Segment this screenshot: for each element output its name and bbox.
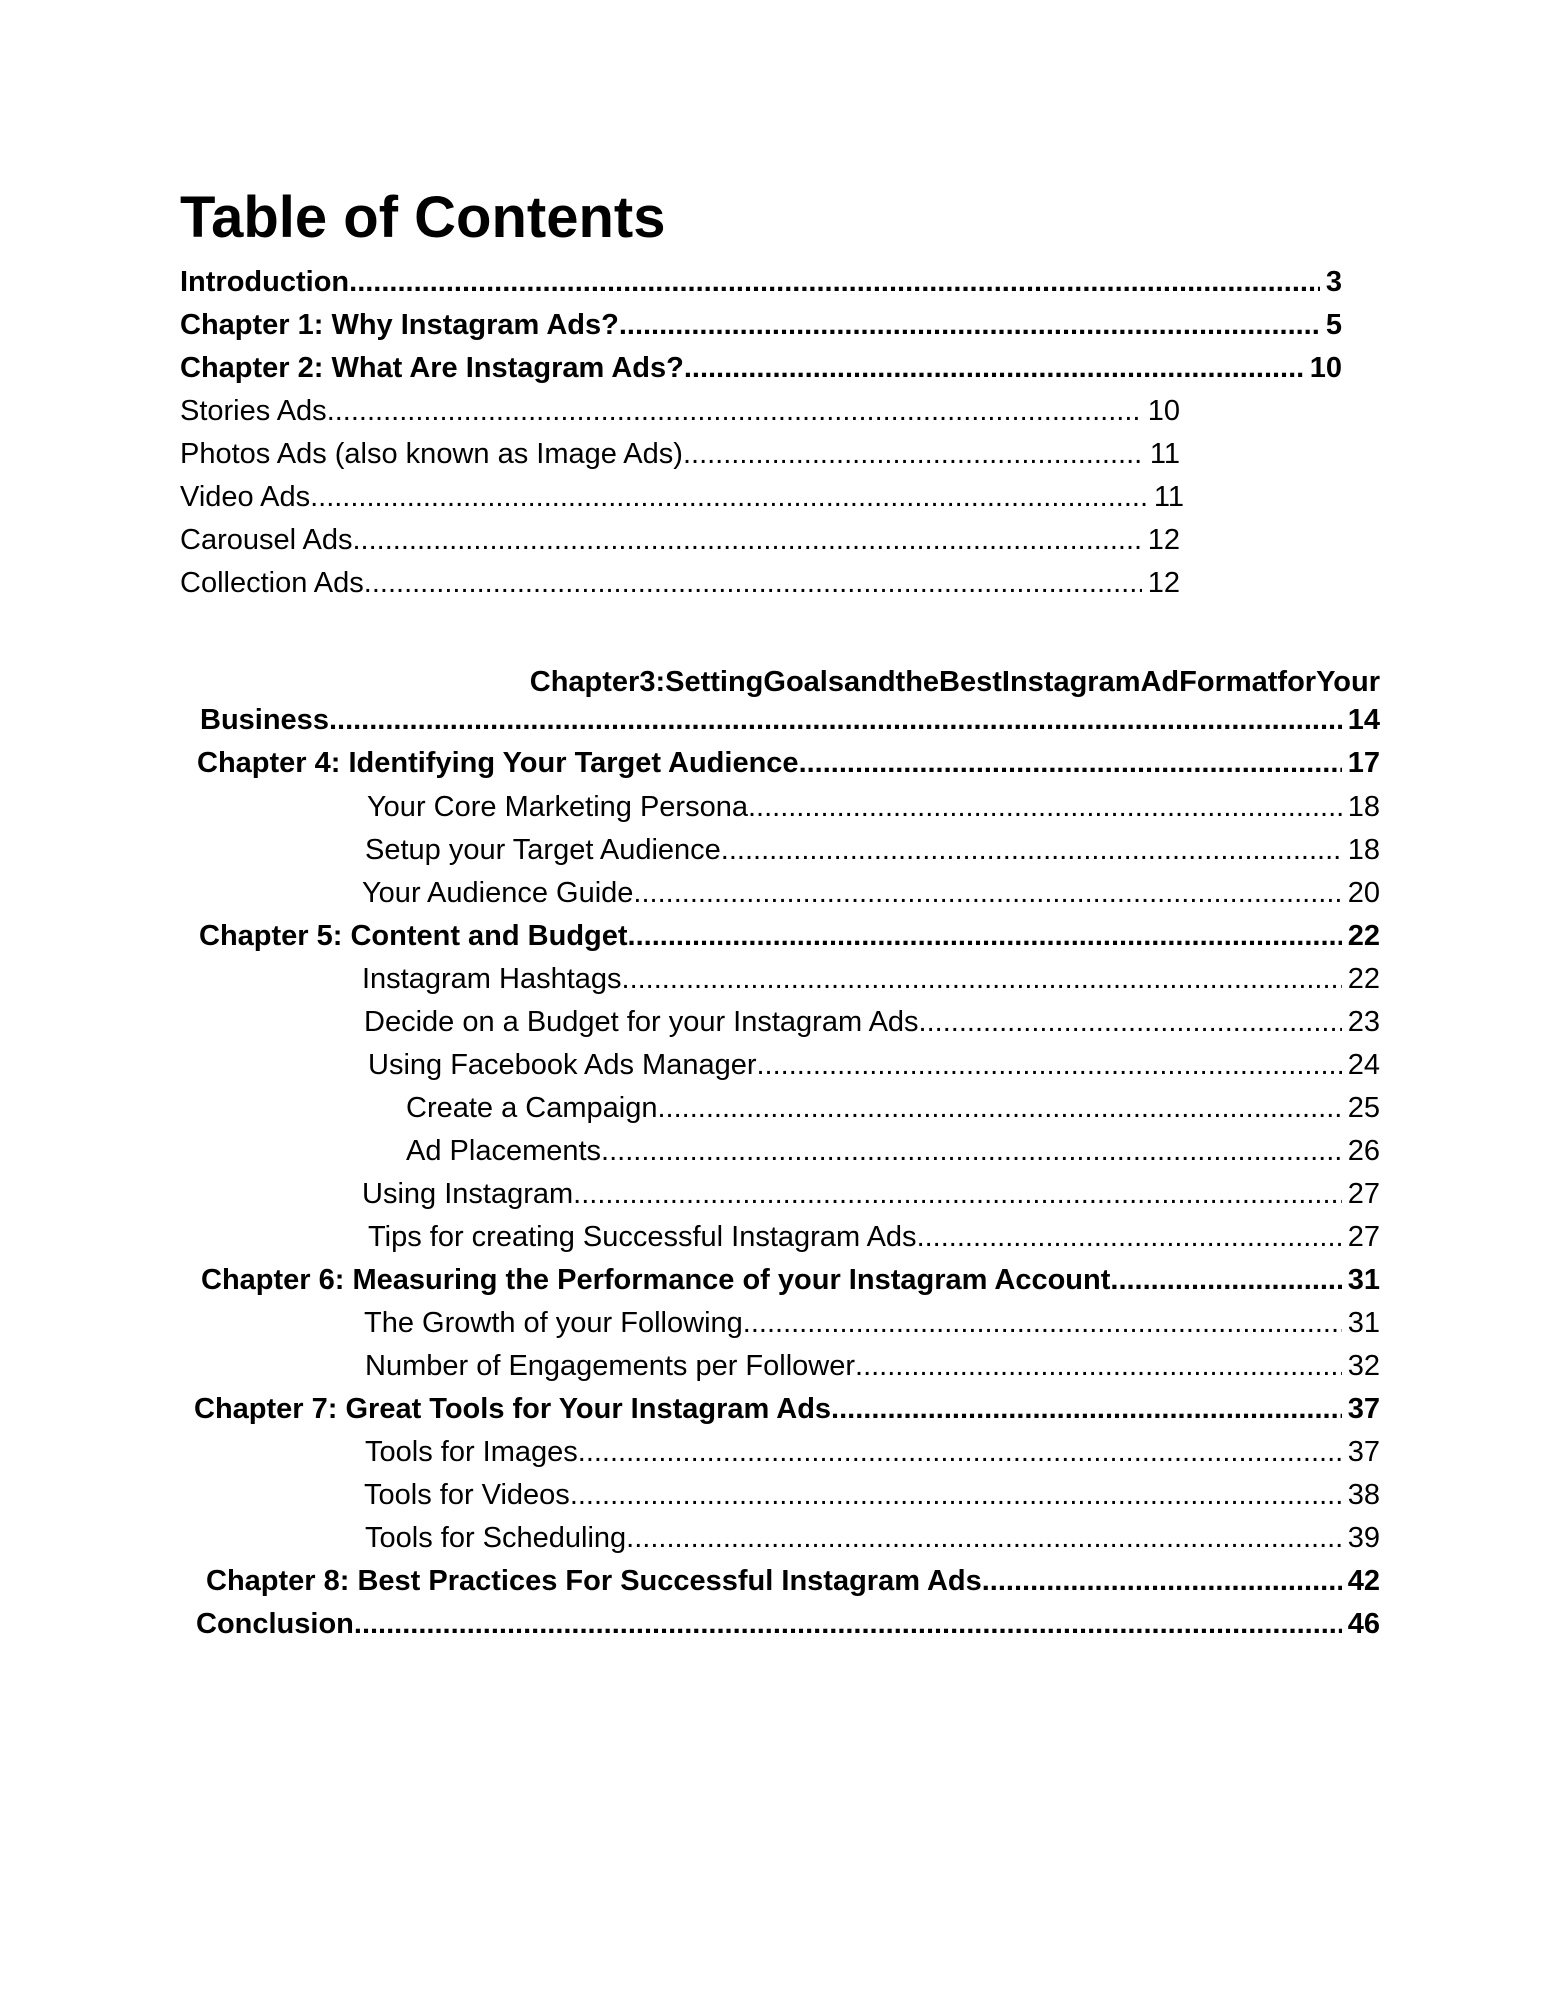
toc-entry-photos-ads[interactable] <box>180 434 1180 474</box>
dot-leader <box>578 1432 1342 1472</box>
toc-entry-using-instagram[interactable] <box>362 1174 1380 1214</box>
toc-entry-page: 39 <box>1347 1522 1380 1554</box>
toc-entry-page: 3 <box>1325 266 1342 298</box>
toc-entry-page: 17 <box>1347 747 1380 779</box>
dot-leader <box>628 916 1342 956</box>
toc-entry-label: Chapter 2: What Are Instagram Ads? <box>180 352 684 384</box>
toc-entry-tools-for-images[interactable] <box>365 1432 1380 1472</box>
dot-leader <box>633 873 1341 913</box>
toc-entry-facebook-ads-manager[interactable] <box>368 1045 1380 1085</box>
toc-entry-carousel-ads[interactable] <box>180 520 1180 560</box>
toc-entry-label: Instagram Hashtags <box>362 963 622 995</box>
toc-entry-page: 42 <box>1347 1565 1380 1597</box>
toc-entry-page: 31 <box>1347 1264 1380 1296</box>
toc-entry-label: Stories Ads <box>180 395 327 427</box>
toc-entry-label: Chapter 4: Identifying Your Target Audience <box>197 747 799 779</box>
toc-entry-page: 12 <box>1147 567 1180 599</box>
toc-entry-page: 23 <box>1347 1006 1380 1038</box>
toc-entry-label: Collection Ads <box>180 567 364 599</box>
toc-entry-page: 27 <box>1347 1178 1380 1210</box>
dot-leader <box>799 743 1342 783</box>
toc-entry-chapter-6[interactable] <box>201 1260 1380 1300</box>
toc-entry-label: The Growth of your Following <box>364 1307 743 1339</box>
dot-leader <box>364 563 1142 603</box>
toc-entry-introduction[interactable] <box>180 262 1342 302</box>
dot-leader <box>327 391 1142 431</box>
toc-entry-label: Tools for Images <box>365 1436 578 1468</box>
dot-leader <box>626 1518 1342 1558</box>
toc-entry-page: 18 <box>1347 834 1380 866</box>
dot-leader <box>684 348 1304 388</box>
toc-entry-label: Decide on a Budget for your Instagram Ads <box>364 1006 919 1038</box>
toc-entry-label: Carousel Ads <box>180 524 353 556</box>
toc-entry-page: 18 <box>1347 791 1380 823</box>
toc-entry-collection-ads[interactable] <box>180 563 1180 603</box>
dot-leader <box>573 1174 1342 1214</box>
toc-entry-label: Chapter 7: Great Tools for Your Instagram Ads <box>194 1393 832 1425</box>
toc-entry-label: Using Facebook Ads Manager <box>368 1049 757 1081</box>
dot-leader <box>354 1604 1342 1644</box>
toc-entry-conclusion[interactable] <box>196 1604 1380 1644</box>
dot-leader <box>657 1088 1341 1128</box>
dot-leader <box>919 1002 1342 1042</box>
toc-entry-chapter-1[interactable] <box>180 305 1342 345</box>
toc-entry-page: 46 <box>1347 1608 1380 1640</box>
toc-entry-decide-budget[interactable] <box>364 1002 1380 1042</box>
dot-leader <box>743 1303 1342 1343</box>
toc-entry-tips-successful-ads[interactable] <box>368 1217 1380 1257</box>
toc-entry-label: Chapter 5: Content and Budget <box>199 920 628 952</box>
toc-entry-page: 25 <box>1347 1092 1380 1124</box>
toc-entry-label: Video Ads <box>180 481 311 513</box>
toc-entry-page: 10 <box>1309 352 1342 384</box>
toc-entry-page: 26 <box>1347 1135 1380 1167</box>
toc-entry-page: 22 <box>1347 963 1380 995</box>
toc-entry-label: Conclusion <box>196 1608 354 1640</box>
toc-entry-audience-guide[interactable] <box>362 873 1380 913</box>
toc-entry-create-campaign[interactable] <box>406 1088 1380 1128</box>
dot-leader <box>855 1346 1342 1386</box>
dot-leader <box>982 1561 1342 1601</box>
toc-entry-tools-for-videos[interactable] <box>364 1475 1380 1515</box>
toc-entry-chapter-3-heading[interactable]: Chapter3:SettingGoalsandtheBestInstagramAdFormatforYour <box>529 666 1380 698</box>
toc-entry-label: Tips for creating Successful Instagram Ads <box>368 1221 917 1253</box>
toc-entry-label: Number of Engagements per Follower <box>365 1350 856 1382</box>
toc-entry-label: Using Instagram <box>362 1178 574 1210</box>
dot-leader <box>721 830 1342 870</box>
toc-entry-page: 37 <box>1347 1436 1380 1468</box>
toc-entry-label: Tools for Videos <box>364 1479 570 1511</box>
dot-leader <box>831 1389 1342 1429</box>
toc-entry-label: Setup your Target Audience <box>365 834 721 866</box>
toc-entry-page: 5 <box>1325 309 1342 341</box>
toc-entry-page: 37 <box>1347 1393 1380 1425</box>
toc-entry-page: 31 <box>1347 1307 1380 1339</box>
dot-leader <box>1110 1260 1341 1300</box>
toc-entry-chapter-4[interactable] <box>197 743 1380 783</box>
toc-entry-label: Chapter 6: Measuring the Performance of your Instagram Account <box>201 1264 1111 1296</box>
toc-entry-video-ads[interactable] <box>180 477 1184 517</box>
dot-leader <box>353 520 1142 560</box>
toc-entry-label: Create a Campaign <box>406 1092 658 1124</box>
toc-entry-page: 20 <box>1347 877 1380 909</box>
page-title: Table of Contents <box>180 185 666 250</box>
toc-entry-label: Introduction <box>180 266 350 298</box>
toc-entry-label: Your Core Marketing Persona <box>367 791 748 823</box>
toc-entry-chapter-3[interactable] <box>200 700 1380 740</box>
toc-entry-page: 11 <box>1149 438 1180 470</box>
toc-entry-label: Ad Placements <box>406 1135 602 1167</box>
toc-entry-core-marketing-persona[interactable] <box>367 787 1380 827</box>
toc-entry-tools-for-scheduling[interactable] <box>365 1518 1380 1558</box>
toc-entry-label: Business <box>200 704 329 736</box>
toc-entry-label: Your Audience Guide <box>362 877 634 909</box>
dot-leader <box>601 1131 1342 1171</box>
toc-entry-stories-ads[interactable] <box>180 391 1180 431</box>
toc-entry-page: 24 <box>1347 1049 1380 1081</box>
toc-entry-engagements-per-follower[interactable] <box>365 1346 1380 1386</box>
toc-entry-chapter-2[interactable] <box>180 348 1342 388</box>
dot-leader <box>619 305 1320 345</box>
dot-leader <box>917 1217 1342 1257</box>
dot-leader <box>748 787 1342 827</box>
toc-entry-label: Photos Ads (also known as Image Ads) <box>180 438 683 470</box>
toc-entry-label: Chapter 8: Best Practices For Successful Instagram Ads <box>206 1565 982 1597</box>
dot-leader <box>757 1045 1342 1085</box>
dot-leader <box>329 700 1342 740</box>
toc-entry-setup-target-audience[interactable] <box>365 830 1380 870</box>
toc-entry-page: 12 <box>1147 524 1180 556</box>
toc-entry-chapter-7[interactable] <box>194 1389 1380 1429</box>
toc-entry-page: 14 <box>1347 704 1380 736</box>
toc-entry-label: Chapter 1: Why Instagram Ads? <box>180 309 619 341</box>
toc-entry-page: 22 <box>1347 920 1380 952</box>
dot-leader <box>349 262 1320 302</box>
toc-entry-page: 27 <box>1347 1221 1380 1253</box>
dot-leader <box>683 434 1144 474</box>
toc-entry-page: 38 <box>1347 1479 1380 1511</box>
toc-entry-page: 11 <box>1153 481 1184 513</box>
toc-entry-ad-placements[interactable] <box>406 1131 1380 1171</box>
toc-entry-label: Tools for Scheduling <box>365 1522 627 1554</box>
dot-leader <box>622 959 1342 999</box>
toc-entry-page: 32 <box>1347 1350 1380 1382</box>
toc-entry-growth-of-following[interactable] <box>364 1303 1380 1343</box>
toc-entry-instagram-hashtags[interactable] <box>362 959 1380 999</box>
toc-entry-chapter-8[interactable] <box>206 1561 1380 1601</box>
toc-entry-chapter-5[interactable] <box>199 916 1380 956</box>
toc-entry-page: 10 <box>1147 395 1180 427</box>
dot-leader <box>310 477 1148 517</box>
dot-leader <box>570 1475 1342 1515</box>
